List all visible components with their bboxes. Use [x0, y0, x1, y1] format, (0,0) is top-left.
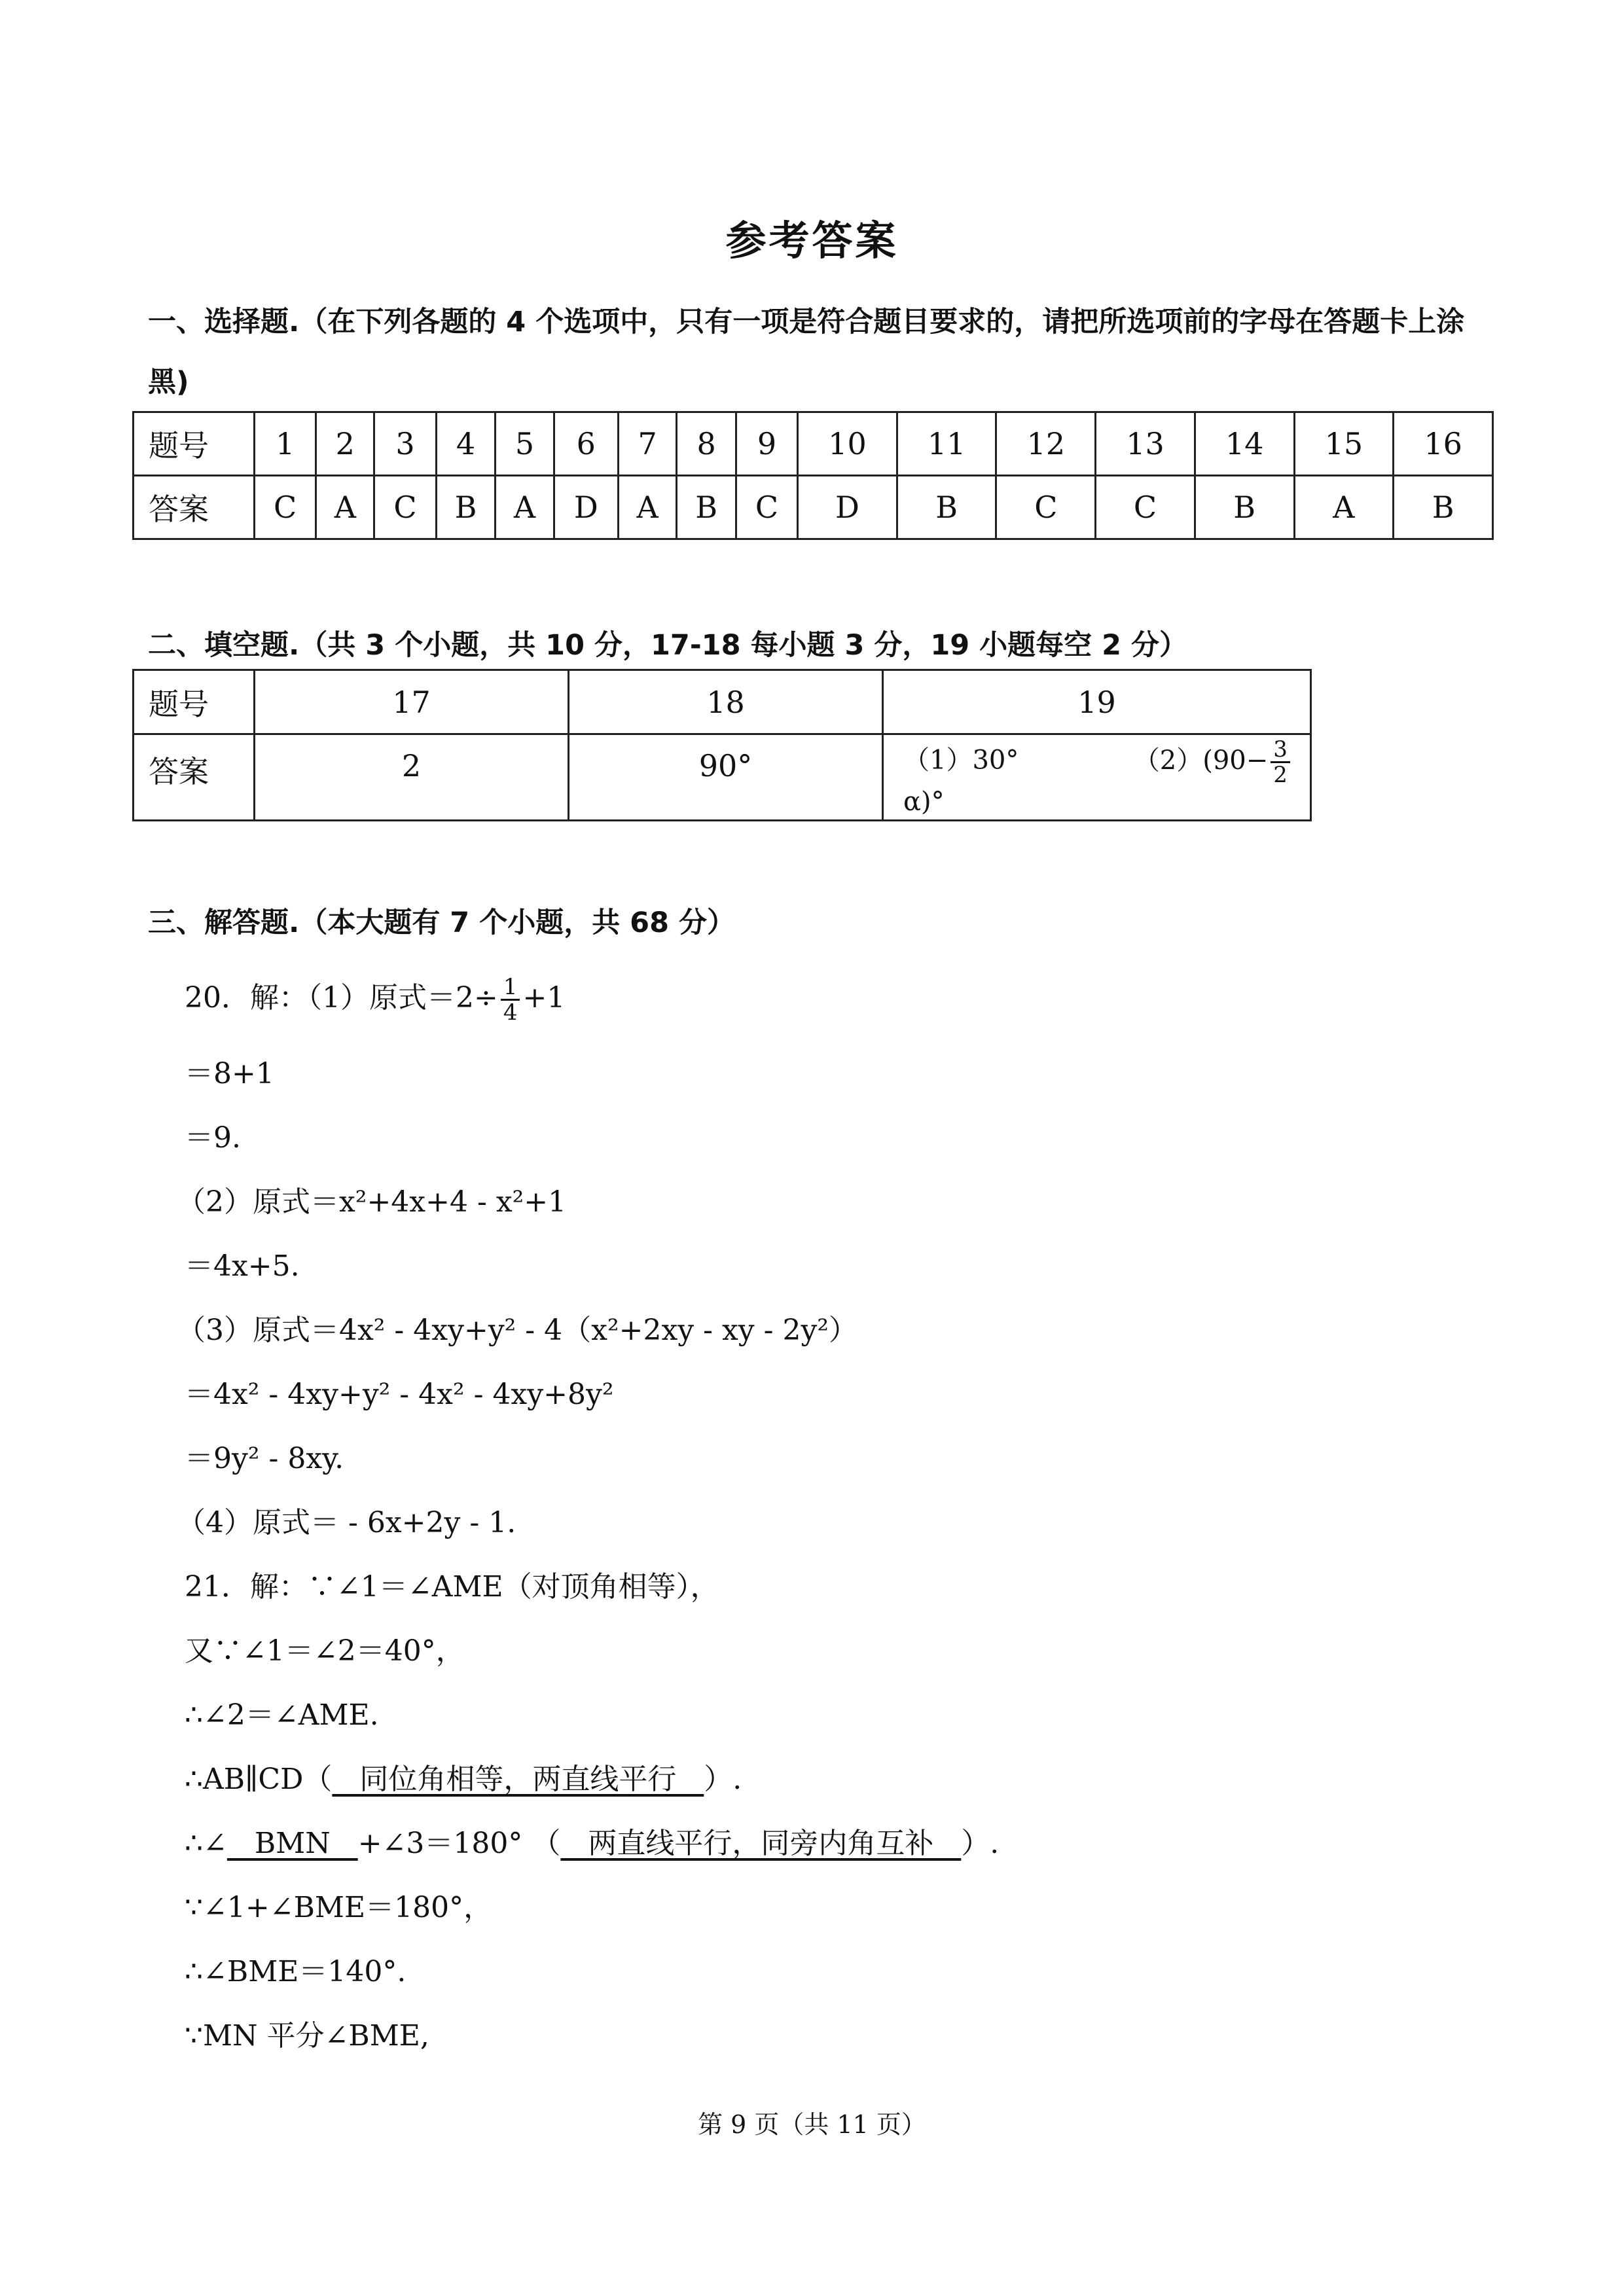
section2-heading: 二、填空题.（共 3 个小题，共 10 分，17-18 每小题 3 分，19 小题每空 2 分） — [148, 629, 1187, 662]
answer-14: B — [1195, 476, 1294, 539]
question-number-row — [134, 670, 1311, 734]
answer-19-part1: （1）30° — [903, 745, 1019, 776]
question-number-13: 13 — [1096, 412, 1195, 476]
q20-line6: （3）原式＝4x² ‐ 4xy+y² ‐ 4（x²+2xy ‐ xy ‐ 2y²） — [177, 1314, 857, 1347]
answer-row — [134, 476, 1493, 539]
question-number-3: 3 — [374, 412, 436, 476]
q21-line6: ∵∠1+∠BME＝180°， — [185, 1891, 493, 1924]
answer-11: B — [897, 476, 996, 539]
q21-line4: ∴AB∥CD（ 同位角相等，两直线平行 ）. — [185, 1763, 742, 1796]
question-number-6: 6 — [554, 412, 618, 476]
q21-line5: ∴∠ BMN +∠3＝180° （ 两直线平行，同旁内角互补 ）. — [185, 1827, 1000, 1860]
question-number-4: 4 — [436, 412, 496, 476]
multiple-choice-table — [132, 411, 1494, 540]
fraction-one-quarter: $\frac{1}{4}$ — [501, 975, 520, 1024]
answer-3: C — [374, 476, 436, 539]
answer-row — [134, 734, 1311, 821]
q21-line1: 21．解：∵∠1＝∠AME（对顶角相等）， — [185, 1570, 719, 1604]
answer-9: C — [736, 476, 797, 539]
blank-reason-2: 两直线平行，同旁内角互补 — [560, 1827, 962, 1860]
answer-2: A — [316, 476, 374, 539]
question-number-15: 15 — [1294, 412, 1394, 476]
q21-line7: ∴∠BME＝140°. — [185, 1955, 406, 1988]
answer-5: A — [496, 476, 554, 539]
answer-6: D — [554, 476, 618, 539]
q20-line7: ＝4x² ‐ 4xy+y² ‐ 4x² ‐ 4xy+8y² — [185, 1378, 614, 1411]
q21-line2: 又∵∠1＝∠2＝40°， — [185, 1634, 465, 1668]
answer-16: B — [1394, 476, 1493, 539]
question-number-row — [134, 412, 1493, 476]
q20-line8: ＝9y² ‐ 8xy. — [185, 1442, 344, 1475]
question-number-14: 14 — [1195, 412, 1294, 476]
question-number-9: 9 — [736, 412, 797, 476]
question-number-11: 11 — [897, 412, 996, 476]
answer-10: D — [798, 476, 897, 539]
row-label-question: 题号 — [134, 670, 255, 734]
row-label-answer: 答案 — [134, 734, 255, 821]
question-number-5: 5 — [496, 412, 554, 476]
section3-heading: 三、解答题.（本大题有 7 个小题，共 68 分） — [148, 906, 735, 939]
question-number-10: 10 — [798, 412, 897, 476]
answer-13: C — [1096, 476, 1195, 539]
question-number-8: 8 — [677, 412, 736, 476]
answer-18: 90° — [569, 734, 883, 821]
fraction-three-halves: $\frac{3}{2}$ — [1271, 738, 1290, 787]
blank-angle: BMN — [226, 1827, 358, 1860]
row-label-answer: 答案 — [134, 476, 255, 539]
answer-12: C — [996, 476, 1096, 539]
q20-line5: ＝4x+5. — [185, 1249, 300, 1283]
question-number-1: 1 — [255, 412, 316, 476]
q21-line3: ∴∠2＝∠AME. — [185, 1698, 379, 1732]
answer-4: B — [436, 476, 496, 539]
q21-line8: ∵MN 平分∠BME, — [185, 2019, 429, 2053]
question-number-2: 2 — [316, 412, 374, 476]
answer-15: A — [1294, 476, 1394, 539]
question-19: 19 — [883, 670, 1311, 734]
section1-heading-line1: 一、选择题.（在下列各题的 4 个选项中，只有一项是符合题目要求的，请把所选项前的字母在答题卡上涂 — [148, 306, 1465, 338]
row-label-question: 题号 — [134, 412, 255, 476]
answer-19 — [883, 734, 1311, 821]
question-number-16: 16 — [1394, 412, 1493, 476]
answer-1: C — [255, 476, 316, 539]
q20-line3: ＝9. — [185, 1121, 241, 1155]
page-title: 参考答案 — [725, 217, 899, 264]
fill-in-table — [132, 669, 1312, 821]
question-17: 17 — [255, 670, 569, 734]
q20-line4: （2）原式＝x²+4x+4 ‐ x²+1 — [177, 1185, 567, 1219]
question-number-12: 12 — [996, 412, 1096, 476]
answer-19-part2: （2）(90− $\frac{3}{2}$ α)° — [903, 745, 1293, 817]
q20-line2: ＝8+1 — [185, 1057, 274, 1090]
answer-17: 2 — [255, 734, 569, 821]
q20-line9: （4）原式＝ ‐ 6x+2y ‐ 1. — [177, 1506, 516, 1539]
answer-8: B — [677, 476, 736, 539]
section1-heading-line2: 黑) — [148, 366, 189, 399]
page-footer: 第 9 页（共 11 页） — [698, 2110, 926, 2139]
blank-reason-1: 同位角相等，两直线平行 — [332, 1763, 704, 1796]
question-number-7: 7 — [618, 412, 676, 476]
question-18: 18 — [569, 670, 883, 734]
answer-7: A — [618, 476, 676, 539]
q20-line1: 20．解：（1）原式＝2÷ $\frac{1}{4}$ +1 — [185, 974, 566, 1026]
